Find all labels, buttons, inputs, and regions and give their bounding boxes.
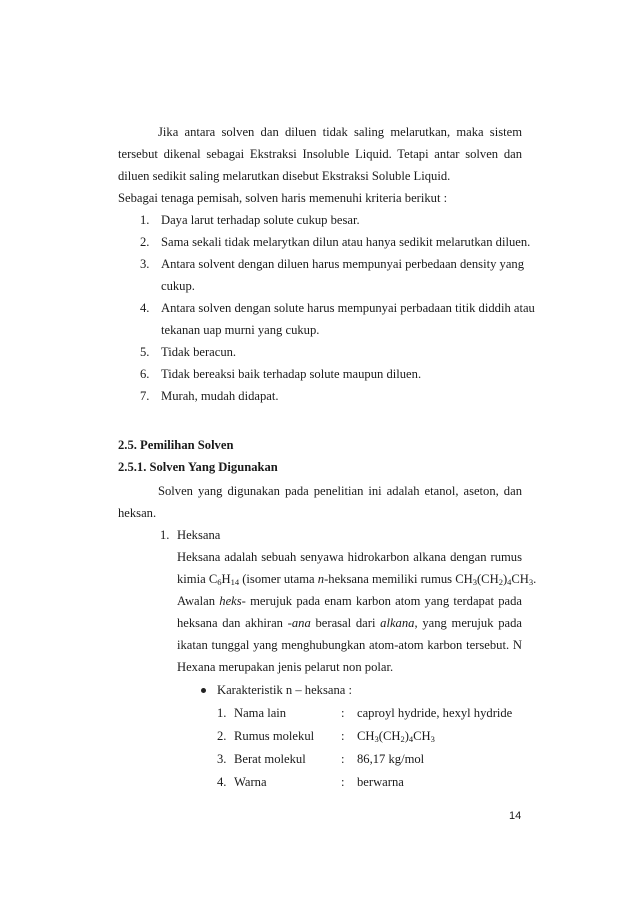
heksana-line-4: heksana dan akhiran -ana berasal dari alkana, yang merujuk pada xyxy=(177,616,522,630)
prop-name-1: Nama lain xyxy=(234,706,287,720)
prop-value-2: $CH_3(CH_2)_4CH_3$ xyxy=(357,729,435,744)
criteria-num-3: 3. xyxy=(140,257,150,271)
section-para-line-1: Solven yang digunakan pada penelitian ini adalah etanol, aseton, dan xyxy=(158,484,522,498)
intro-line-4: Sebagai tenaga pemisah, solven haris memenuhi kriteria berikut : xyxy=(118,191,448,205)
prop-num-3: 3. xyxy=(217,752,227,766)
criteria-num-4: 4. xyxy=(140,301,150,315)
intro-line-1: Jika antara solven dan diluen tidak saling melarutkan, maka sistem xyxy=(158,125,522,139)
section-heading: 2.5. Pemilihan Solven xyxy=(118,438,234,452)
criteria-item-2: Sama sekali tidak melarytkan dilun atau hanya sedikit melarutkan diluen. xyxy=(161,235,531,249)
prop-name-4: Warna xyxy=(234,775,267,789)
section-para-line-2: heksan. xyxy=(118,506,157,520)
bullet-icon xyxy=(201,688,206,693)
criteria-num-1: 1. xyxy=(140,213,150,227)
prop-num-1: 1. xyxy=(217,706,227,720)
criteria-item-7: Murah, mudah didapat. xyxy=(161,389,279,403)
heksana-line-6: Hexana merupakan jenis pelarut non polar. xyxy=(177,660,394,674)
criteria-item-5: Tidak beracun. xyxy=(161,345,237,359)
heksana-title: Heksana xyxy=(177,528,221,542)
criteria-item-6: Tidak bereaksi baik terhadap solute maupun diluen. xyxy=(161,367,422,381)
heksana-line-1: Heksana adalah sebuah senyawa hidrokarbon alkana dengan rumus xyxy=(177,550,522,564)
karakteristik-label: Karakteristik n – heksana : xyxy=(217,683,352,697)
criteria-num-6: 6. xyxy=(140,367,150,381)
criteria-num-7: 7. xyxy=(140,389,150,403)
intro-line-2: tersebut dikenal sebagai Ekstraksi Insoluble Liquid. Tetapi antar solven dan xyxy=(118,147,522,161)
heksana-num: 1. xyxy=(160,528,170,542)
prop-name-3: Berat molekul xyxy=(234,752,306,766)
prop-value-1: caproyl hydride, hexyl hydride xyxy=(357,706,513,720)
criteria-item-3-line-2: cukup. xyxy=(161,279,195,293)
intro-line-3: diluen sedikit saling melarutkan disebut Ekstraksi Soluble Liquid. xyxy=(118,169,451,183)
prop-sep-1: : xyxy=(341,706,345,720)
prop-value-3: 86,17 kg/mol xyxy=(357,752,425,766)
prop-sep-2: : xyxy=(341,729,345,743)
criteria-item-4-line-2: tekanan uap murni yang cukup. xyxy=(161,323,320,337)
subsection-heading: 2.5.1. Solven Yang Digunakan xyxy=(118,460,278,474)
prop-name-2: Rumus molekul xyxy=(234,729,315,743)
criteria-num-5: 5. xyxy=(140,345,150,359)
prop-sep-4: : xyxy=(341,775,345,789)
heksana-line-5: ikatan tunggal yang menghubungkan atom-atom karbon tersebut. N xyxy=(177,638,522,652)
prop-sep-3: : xyxy=(341,752,345,766)
criteria-item-3-line-1: Antara solvent dengan diluen harus mempunyai perbedaan density yang xyxy=(161,257,525,271)
prop-num-2: 2. xyxy=(217,729,227,743)
heksana-line-3: Awalan heks- merujuk pada enam karbon atom yang terdapat pada xyxy=(177,594,522,608)
page-number: 14 xyxy=(509,810,522,822)
heksana-line-2: kimia $C_6H_{14}$ (isomer utama n-heksana memiliki rumus $CH_3(CH_2)_4CH_3$. xyxy=(177,572,537,587)
prop-num-4: 4. xyxy=(217,775,227,789)
criteria-item-4-line-1: Antara solven dengan solute harus mempunyai perbadaan titik diddih atau xyxy=(161,301,535,315)
criteria-num-2: 2. xyxy=(140,235,150,249)
criteria-item-1: Daya larut terhadap solute cukup besar. xyxy=(161,213,360,227)
prop-value-4: berwarna xyxy=(357,775,404,789)
